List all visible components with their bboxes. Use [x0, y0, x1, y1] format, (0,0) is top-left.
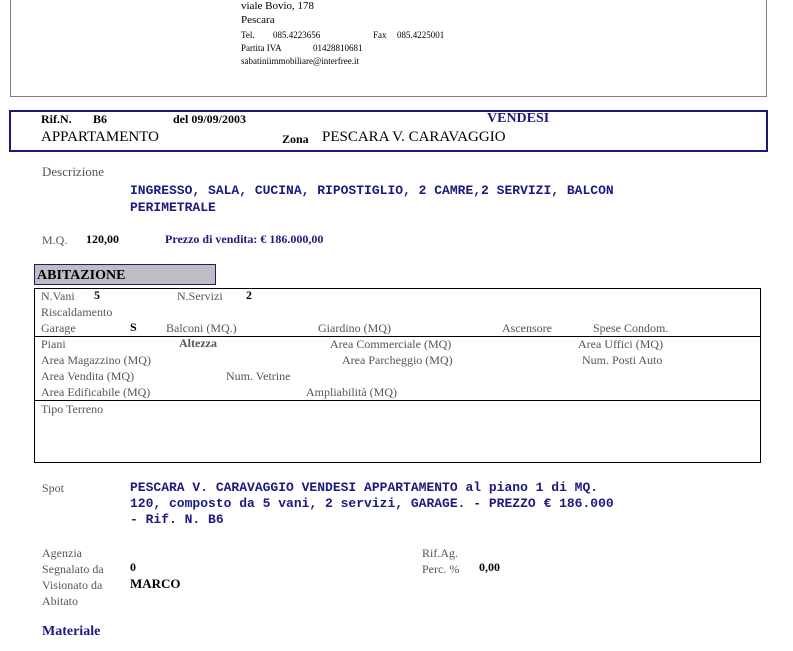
visionato-value: MARCO [130, 576, 181, 591]
fax-value: 085.4225001 [397, 30, 445, 40]
divider [34, 400, 761, 401]
spot-line2: 120, composto da 5 vani, 2 servizi, GARAGE. - PREZZO € 186.000 [130, 496, 614, 511]
area-commerciale-label: Area Commerciale (MQ) [330, 337, 452, 351]
price-label: Prezzo di vendita: € 186.000,00 [165, 232, 324, 246]
abitato-label: Abitato [42, 594, 78, 608]
garage-label: Garage [41, 321, 76, 335]
piva-value: 01428810681 [313, 43, 363, 53]
spot-line1: PESCARA V. CARAVAGGIO VENDESI APPARTAMENTO al piano 1 di MQ. [130, 480, 599, 495]
area-parcheggio-label: Area Parcheggio (MQ) [342, 353, 453, 367]
descrizione-label: Descrizione [42, 164, 105, 179]
rif-value: B6 [93, 112, 108, 126]
abitazione-box [34, 288, 761, 463]
giardino-label: Giardino (MQ) [318, 321, 391, 335]
vetrine-label: Num. Vetrine [226, 369, 291, 383]
segnalato-label: Segnalato da [42, 562, 104, 576]
nvani-label: N.Vani [41, 289, 75, 303]
perc-label: Perc. % [422, 562, 460, 576]
tel-value: 085.4223656 [273, 30, 321, 40]
agency-header-box [10, 0, 767, 97]
perc-value: 0,00 [479, 560, 500, 574]
mq-label: M.Q. [42, 233, 68, 247]
agenzia-label: Agenzia [42, 546, 82, 560]
ampliabilita-label: Ampliabilità (MQ) [306, 385, 397, 399]
spot-label: Spot [42, 481, 65, 495]
agency-city: Pescara [241, 14, 275, 26]
mq-value: 120,00 [86, 232, 119, 246]
agency-email: sabatiniimmobiliare@interfree.it [241, 56, 359, 66]
tel-label: Tel. [241, 30, 255, 40]
spot-line3: - Rif. N. B6 [130, 512, 224, 527]
descrizione-line2: PERIMETRALE [130, 200, 216, 215]
nservizi-label: N.Servizi [177, 289, 223, 303]
listing-status: VENDESI [487, 111, 550, 126]
nservizi-value: 2 [246, 288, 252, 302]
fax-label: Fax [373, 30, 387, 40]
balconi-label: Balconi (MQ.) [166, 321, 237, 335]
tipo-terreno-label: Tipo Terreno [41, 402, 104, 416]
spese-label: Spese Condom. [593, 321, 669, 335]
rif-label: Rif.N. [41, 112, 72, 126]
zona-value: PESCARA V. CARAVAGGIO [322, 129, 506, 145]
piani-label: Piani [41, 337, 66, 351]
property-type: APPARTAMENTO [41, 129, 159, 145]
area-vendita-label: Area Vendita (MQ) [41, 369, 135, 383]
ascensore-label: Ascensore [502, 321, 552, 335]
agency-address: viale Bovio, 178 [241, 0, 315, 12]
area-magazzino-label: Area Magazzino (MQ) [41, 353, 151, 367]
altezza-label: Altezza [179, 336, 217, 350]
posti-auto-label: Num. Posti Auto [582, 353, 663, 367]
piva-label: Partita IVA [241, 43, 282, 53]
area-edificabile-label: Area Edificabile (MQ) [41, 385, 151, 399]
nvani-value: 5 [94, 288, 100, 302]
rifag-label: Rif.Ag. [422, 546, 458, 560]
visionato-label: Visionato da [42, 578, 103, 592]
rif-date: del 09/09/2003 [173, 112, 247, 126]
descrizione-line1: INGRESSO, SALA, CUCINA, RIPOSTIGLIO, 2 CAMRE,2 SERVIZI, BALCON [130, 183, 614, 198]
zona-label: Zona [282, 132, 309, 146]
riscaldamento-label: Riscaldamento [41, 305, 113, 319]
materiale-title: Materiale [42, 624, 101, 639]
garage-value: S [130, 320, 137, 334]
abitazione-title: ABITAZIONE [34, 264, 216, 285]
area-uffici-label: Area Uffici (MQ) [578, 337, 664, 351]
segnalato-value: 0 [130, 560, 136, 574]
